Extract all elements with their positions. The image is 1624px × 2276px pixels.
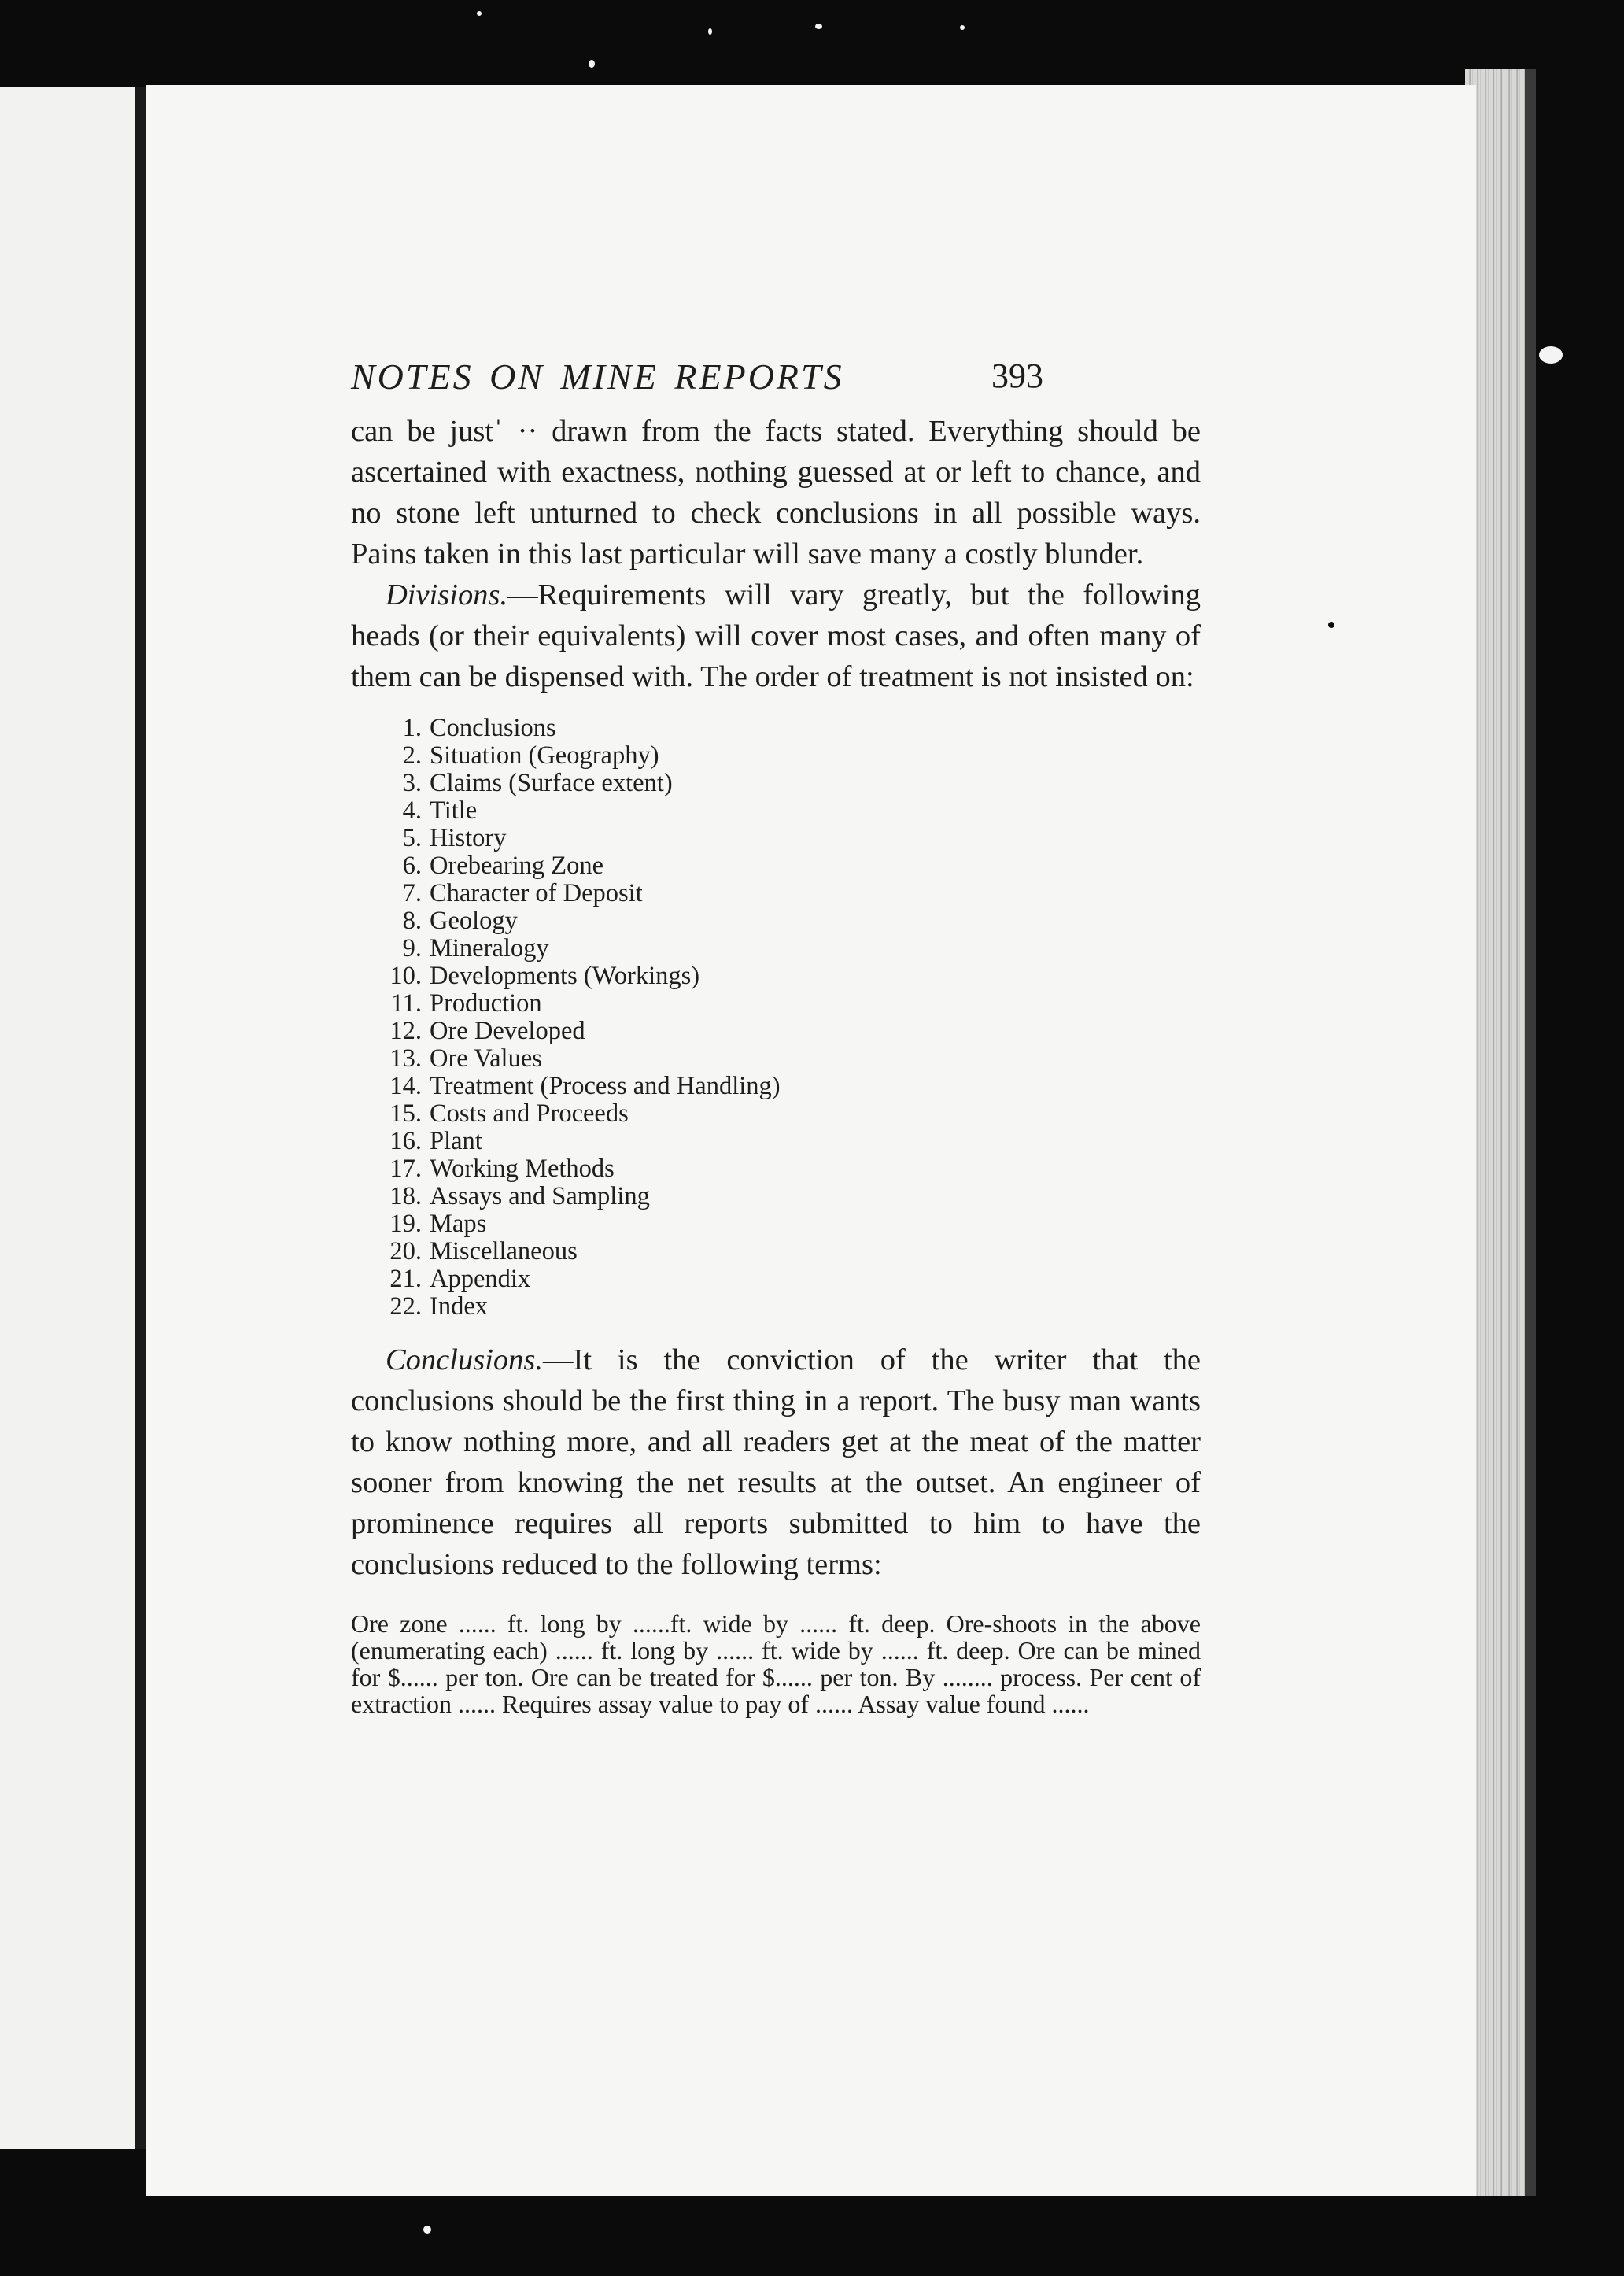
- report-head-item: [351, 1018, 1201, 1045]
- scan-speck: [477, 11, 482, 16]
- head-number: 7.: [402, 879, 422, 907]
- head-number: 2.: [402, 741, 422, 770]
- head-label: Orebearing Zone: [430, 852, 604, 880]
- head-label: Conclusions: [430, 714, 556, 742]
- head-label: Appendix: [430, 1265, 531, 1293]
- report-head-item: [351, 990, 1201, 1018]
- head-number: 21.: [389, 1265, 422, 1293]
- report-head-item: [351, 742, 1201, 770]
- head-label: Developments (Workings): [430, 962, 700, 990]
- report-head-item: [351, 907, 1201, 935]
- head-number: 15.: [389, 1099, 422, 1128]
- head-number: 19.: [389, 1210, 422, 1238]
- head-label: Index: [430, 1292, 488, 1321]
- head-label: Claims (Surface extent): [430, 769, 673, 797]
- head-label: Geology: [430, 907, 518, 935]
- head-label: Plant: [430, 1127, 482, 1155]
- scan-speck: [423, 2226, 431, 2234]
- intro-paragraph: can be justˈ ·· drawn from the facts stated. Everything should be ascertained with exactness, nothing guessed at or left to chance, and no stone left unturned to check conclusions in all possible ways. Pains taken in this last particular will save many a costly blunder.: [351, 415, 1201, 571]
- scan-speck: [960, 25, 965, 30]
- head-label: Working Methods: [430, 1155, 615, 1183]
- head-label: Treatment (Process and Handling): [430, 1072, 781, 1100]
- report-heads-list: [351, 715, 1201, 1321]
- report-head-item: [351, 715, 1201, 742]
- head-number: 14.: [389, 1072, 422, 1100]
- conclusions-paragraph: [351, 1339, 1201, 1585]
- head-number: 9.: [402, 934, 422, 962]
- head-number: 13.: [389, 1044, 422, 1073]
- head-number: 3.: [402, 769, 422, 797]
- report-head-item: [351, 1238, 1201, 1265]
- scan-speck: [815, 24, 822, 29]
- facing-page-edge: [0, 87, 135, 2149]
- head-label: Costs and Proceeds: [430, 1099, 629, 1128]
- scan-speck: [708, 28, 712, 35]
- conclusions-heading: Conclusions.: [386, 1343, 544, 1376]
- head-label: History: [430, 824, 507, 852]
- report-head-item: [351, 935, 1201, 962]
- divisions-heading: Divisions.: [386, 578, 508, 611]
- report-head-item: [351, 1155, 1201, 1183]
- head-number: 12.: [389, 1017, 422, 1045]
- scan-speck: [1328, 622, 1334, 628]
- head-number: 10.: [389, 962, 422, 990]
- divisions-text: —Requirements will vary greatly, but the following heads (or their equivalents) will cover most cases, and often many of them can be dispensed with. The order of treatment is not insisted on:: [351, 578, 1201, 693]
- head-label: Miscellaneous: [430, 1237, 578, 1265]
- head-label: Ore Values: [430, 1044, 542, 1073]
- report-head-item: [351, 1265, 1201, 1293]
- head-number: 16.: [389, 1127, 422, 1155]
- head-number: 6.: [402, 852, 422, 880]
- head-number: 20.: [389, 1237, 422, 1265]
- scan-speck: [589, 60, 595, 68]
- head-number: 17.: [389, 1155, 422, 1183]
- report-head-item: [351, 1293, 1201, 1321]
- head-label: Maps: [430, 1210, 487, 1238]
- scan-speck: [1539, 346, 1563, 364]
- head-label: Character of Deposit: [430, 879, 643, 907]
- report-head-item: [351, 1073, 1201, 1100]
- head-label: Situation (Geography): [430, 741, 659, 770]
- head-number: 8.: [402, 907, 422, 935]
- conclusions-text: —It is the conviction of the writer that the conclusions should be the first thing in a report. The busy man wants to know nothing more, and all readers get at the meat of the matter sooner from knowing the net results at the outset. An engineer of prominence requires all reports submitted to him to have the conclusions reduced to the following terms:: [351, 1343, 1201, 1581]
- report-head-item: [351, 797, 1201, 825]
- head-label: Ore Developed: [430, 1017, 585, 1045]
- head-number: 5.: [402, 824, 422, 852]
- report-head-item: [351, 825, 1201, 852]
- running-head: NOTES ON MINE REPORTS: [351, 357, 844, 397]
- head-number: 1.: [402, 714, 422, 742]
- head-label: Mineralogy: [430, 934, 549, 962]
- report-head-item: [351, 880, 1201, 907]
- book-page: [146, 85, 1476, 2196]
- page-number: 393: [991, 357, 1043, 395]
- head-label: Title: [430, 796, 478, 825]
- report-head-item: [351, 1210, 1201, 1238]
- head-number: 11.: [390, 989, 422, 1018]
- head-number: 18.: [389, 1182, 422, 1210]
- report-head-item: [351, 1183, 1201, 1210]
- report-head-item: [351, 962, 1201, 990]
- report-head-item: [351, 1045, 1201, 1073]
- head-number: 4.: [402, 796, 422, 825]
- page-header: [351, 356, 1043, 403]
- report-form-template: Ore zone ...... ft. long by ......ft. wide by ...... ft. deep. Ore-shoots in the above (enumerating each) ...... ft. long by ...... ft. wide by ...... ft. deep. Ore can be mined for $...... per ton. Ore can be treated for $...... per ton. By ........ process. Per cent of extraction ...... Requires assay value to pay of ...... Assay value found ......: [351, 1609, 1201, 1718]
- head-label: Assays and Sampling: [430, 1182, 650, 1210]
- report-head-item: [351, 852, 1201, 880]
- report-head-item: [351, 1100, 1201, 1128]
- divisions-paragraph: [351, 575, 1201, 697]
- head-number: 22.: [389, 1292, 422, 1321]
- report-head-item: [351, 1128, 1201, 1155]
- report-head-item: [351, 770, 1201, 797]
- page-body: [351, 411, 1201, 1717]
- head-label: Production: [430, 989, 542, 1018]
